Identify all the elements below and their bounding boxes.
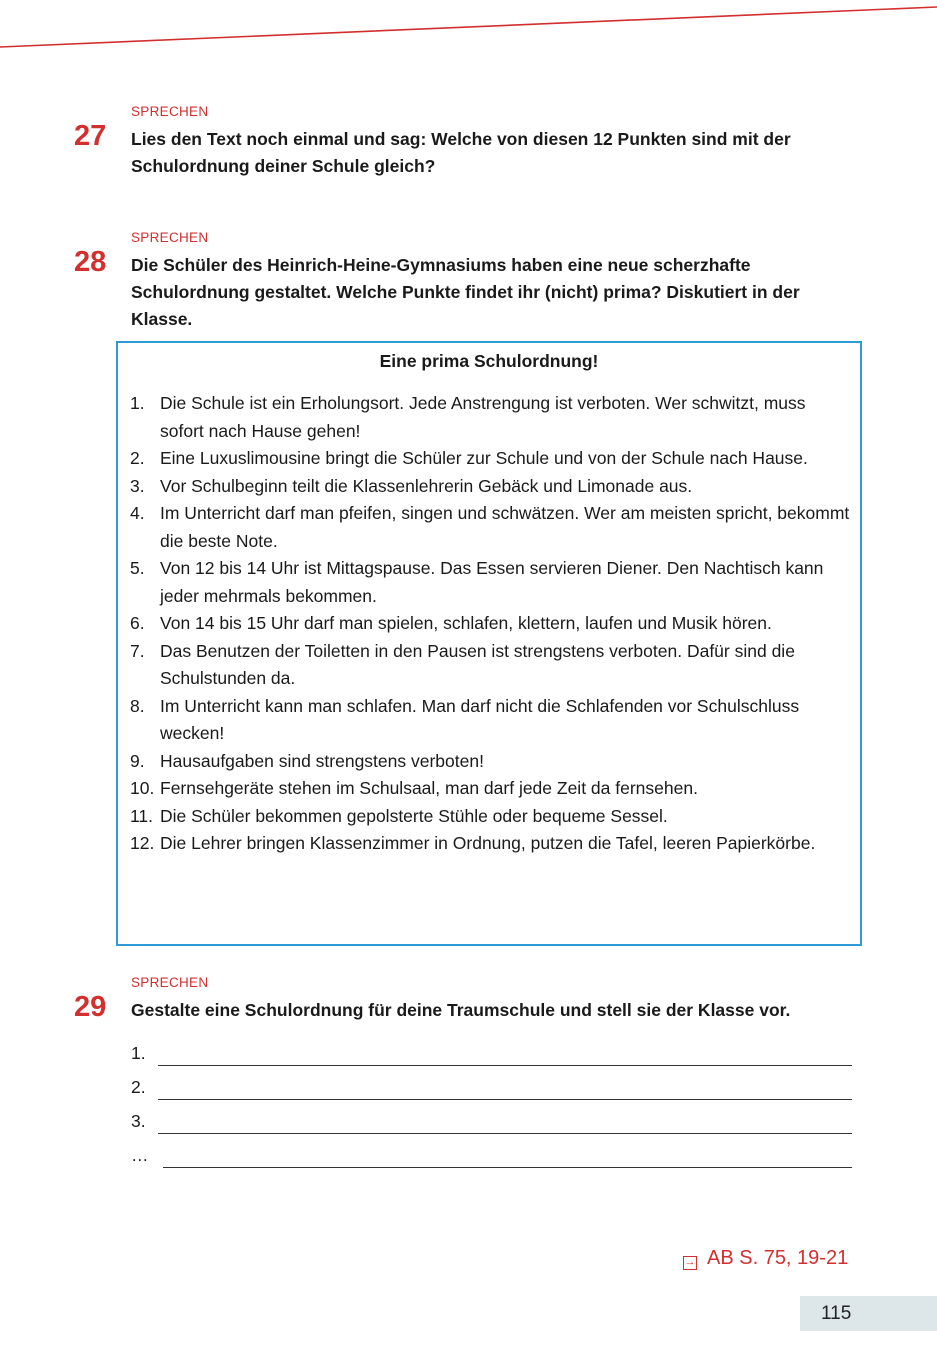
- rule-number: 7.: [130, 640, 145, 661]
- rules-box-title: Eine prima Schulordnung!: [379, 351, 599, 371]
- exercise-kind-label: SPRECHEN: [131, 975, 209, 990]
- rule-text: Das Benutzen der Toiletten in den Pausen ist strengstens verboten. Dafür sind die Schulstunden da.: [160, 640, 795, 688]
- answer-line-field[interactable]: [158, 1099, 852, 1100]
- rule-text: Im Unterricht darf man pfeifen, singen und schwätzen. Wer am meisten spricht, bekommt die beste Note.: [160, 503, 850, 551]
- answer-line-number: …: [131, 1145, 149, 1165]
- rule-text: Vor Schulbeginn teilt die Klassenlehrerin Gebäck und Limonade aus.: [160, 475, 693, 496]
- rule-number: 4.: [130, 503, 145, 523]
- rule-item: [130, 390, 854, 445]
- rule-text: Von 12 bis 14 Uhr ist Mittagspause. Das Essen servieren Diener. Den Nachtisch kann jeder mehrmals bekommen.: [160, 558, 824, 606]
- exercise-instruction: Die Schüler des Heinrich-Heine-Gymnasiums haben eine neue scherzhafte Schulordnung gestaltet. Welche Punkte findet ihr (nicht) prima? Diskutiert in der Klasse.: [131, 255, 800, 329]
- exercise-instruction: Lies den Text noch einmal und sag: Welche von diesen 12 Punkten sind mit der Schulordnung deiner Schule gleich?: [131, 129, 791, 176]
- rule-item: [130, 473, 854, 501]
- exercise-number: 29: [74, 991, 107, 1023]
- answer-line-field[interactable]: [158, 1133, 852, 1134]
- answer-line[interactable]: [131, 1076, 852, 1100]
- rule-number: 9.: [130, 750, 145, 771]
- rule-text: Eine Luxuslimousine bringt die Schüler zur Schule und von der Schule nach Hause.: [160, 448, 808, 468]
- exercise-number: 27: [74, 120, 107, 152]
- rule-number: 5.: [130, 558, 145, 578]
- rule-item: [130, 555, 854, 610]
- arrow-in-box-icon: →: [684, 1256, 696, 1268]
- exercise-instruction: Gestalte eine Schulordnung für deine Traumschule und stell sie der Klasse vor.: [131, 1000, 791, 1020]
- workbook-reference-text: AB S. 75, 19-21: [707, 1247, 849, 1269]
- rule-number: 3.: [130, 475, 145, 496]
- answer-line-field[interactable]: [158, 1065, 852, 1066]
- page-number: 115: [821, 1303, 852, 1324]
- rule-item: [130, 803, 854, 831]
- rule-text: Im Unterricht kann man schlafen. Man darf nicht die Schlafenden vor Schulschluss wecken!: [160, 695, 800, 743]
- answer-line[interactable]: [131, 1042, 852, 1066]
- rule-item: [130, 610, 854, 638]
- rule-item: [130, 693, 854, 748]
- rule-text: Die Lehrer bringen Klassenzimmer in Ordnung, putzen die Tafel, leeren Papierkörbe.: [160, 833, 816, 853]
- rule-text: Von 14 bis 15 Uhr darf man spielen, schlafen, klettern, laufen und Musik hören.: [160, 613, 772, 633]
- rule-item: [130, 445, 854, 473]
- rule-text: Hausaufgaben sind strengstens verboten!: [160, 750, 484, 771]
- rule-item: [130, 748, 854, 776]
- answer-line-field[interactable]: [163, 1167, 852, 1168]
- exercise-number: 28: [74, 246, 107, 278]
- rule-text: Die Schule ist ein Erholungsort. Jede Anstrengung ist verboten. Wer schwitzt, muss sofort nach Hause gehen!: [160, 393, 806, 441]
- rules-list: [130, 390, 854, 858]
- school-rules-box: [116, 341, 862, 946]
- rule-number: 8.: [130, 695, 145, 716]
- answer-line[interactable]: [131, 1110, 852, 1134]
- answer-line[interactable]: [131, 1144, 852, 1168]
- rule-text: Die Schüler bekommen gepolsterte Stühle oder bequeme Sessel.: [160, 805, 668, 826]
- rule-number: 10.: [130, 778, 155, 798]
- workbook-reference: [683, 1245, 848, 1271]
- answer-line-number: 2.: [131, 1077, 146, 1097]
- rule-item: [130, 775, 854, 803]
- exercise-kind-label: SPRECHEN: [131, 230, 209, 245]
- exercise-kind-label: SPRECHEN: [131, 104, 209, 119]
- rule-number: 2.: [130, 448, 145, 468]
- rule-number: 11.: [130, 805, 154, 826]
- rule-number: 6.: [130, 613, 145, 633]
- top-red-rule: [0, 0, 937, 60]
- rule-item: [130, 500, 854, 555]
- answer-line-number: 3.: [131, 1111, 146, 1131]
- rule-text: Fernsehgeräte stehen im Schulsaal, man darf jede Zeit da fernsehen.: [160, 778, 698, 798]
- rule-item: [130, 830, 854, 858]
- rule-number: 1.: [130, 393, 145, 413]
- page-number-box: [800, 1296, 937, 1331]
- rule-number: 12.: [130, 833, 155, 853]
- rule-item: [130, 638, 854, 693]
- answer-line-number: 1.: [131, 1043, 146, 1063]
